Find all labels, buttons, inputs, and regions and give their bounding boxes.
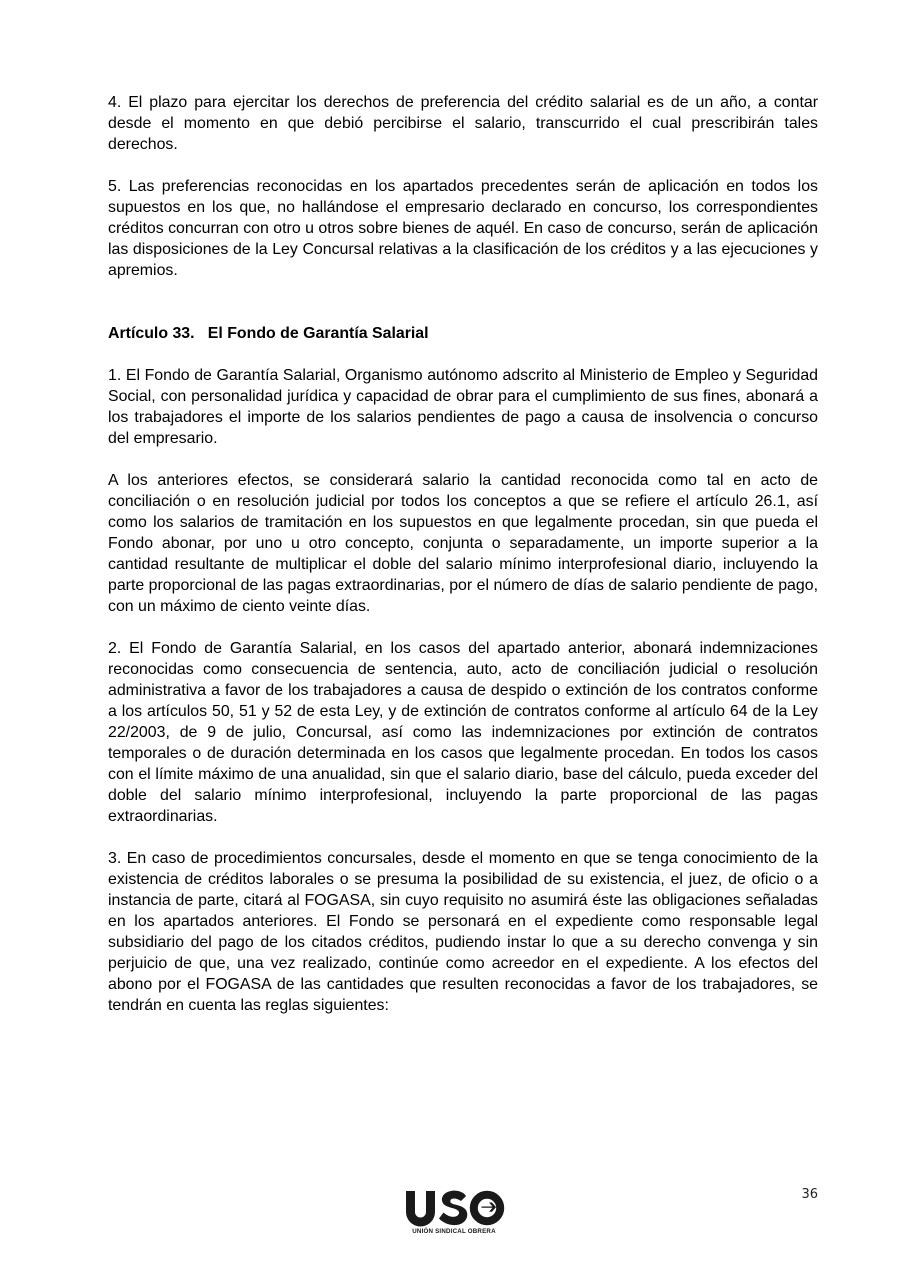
paragraph-spacer xyxy=(108,617,818,638)
article-paragraph-1: 1. El Fondo de Garantía Salarial, Organismo autónomo adscrito al Ministerio de Empleo y Seguridad Social, con personalidad jurídica y capacidad de obrar para el cumplimiento de sus fines, abonará a los trabajadores el importe de los salarios pendientes de pago a causa de insolvencia o concurso del empresario. xyxy=(108,367,818,447)
paragraph-4-plazo: 4. El plazo para ejercitar los derechos de preferencia del crédito salarial es de un año, a contar desde el momento en que debió percibirse el salario, transcurrido el cual prescribirán tales derechos. xyxy=(108,94,818,153)
section-spacer xyxy=(108,281,818,323)
article-paragraph-salario: A los anteriores efectos, se considerará salario la cantidad reconocida como tal en acto de conciliación o en resolución judicial por todos los conceptos a que se refiere el artículo 26.1, así como los salarios de tramitación en los supuestos en que legalmente procedan, sin que pueda el Fondo abonar, por uno u otro concepto, conjunta o separadamente, un importe superior a la cantidad resultante de multiplicar el doble del salario mínimo interprofesional diario, incluyendo la parte proporcional de las pagas extraordinarias, por el número de días de salario pendiente de pago, con un máximo de ciento veinte días. xyxy=(108,472,818,615)
page-number: 36 xyxy=(801,1187,818,1202)
article-heading: Artículo 33. El Fondo de Garantía Salarial xyxy=(108,325,429,342)
paragraph-spacer xyxy=(108,449,818,470)
document-body xyxy=(108,92,818,1016)
paragraph-5-preferencias: 5. Las preferencias reconocidas en los apartados precedentes serán de aplicación en todos los supuestos en los que, no hallándose el empresario declarado en concurso, los correspondientes créditos concurran con otro u otros sobre bienes de aquél. En caso de concurso, serán de aplicación las disposiciones de la Ley Concursal relativas a la clasificación de los créditos y a las ejecuciones y apremios. xyxy=(108,178,818,279)
article-paragraph-3: 3. En caso de procedimientos concursales, desde el momento en que se tenga conocimiento de la existencia de créditos laborales o se presuma la posibilidad de su existencia, el juez, de oficio o a instancia de parte, citará al FOGASA, sin cuyo requisito no asumirá éste las obligaciones señaladas en los apartados anteriores. El Fondo se personará en el expediente como responsable legal subsidiario del pago de los citados créditos, pudiendo instar lo que a su derecho convenga y sin perjuicio de que, una vez realizado, continúe como acreedor en el expediente. A los efectos del abono por el FOGASA de las cantidades que resulten reconocidas a favor de los trabajadores, se tendrán en cuenta las reglas siguientes: xyxy=(108,850,818,1014)
uso-logo-icon xyxy=(403,1188,505,1228)
paragraph-spacer xyxy=(108,827,818,848)
paragraph-spacer xyxy=(108,155,818,176)
article-paragraph-2: 2. El Fondo de Garantía Salarial, en los casos del apartado anterior, abonará indemnizaciones reconocidas como consecuencia de sentencia, auto, acto de conciliación judicial o resolución administrativa a favor de los trabajadores a causa de despido o extinción de los contratos conforme a los artículos 50, 51 y 52 de esta Ley, y de extinción de contratos conforme al artículo 64 de la Ley 22/2003, de 9 de julio, Concursal, así como las indemnizaciones por extinción de contratos temporales o de duración determinada en los casos que legalmente procedan. En todos los casos con el límite máximo de una anualidad, sin que el salario diario, base del cálculo, pueda exceder del doble del salario mínimo interprofesional, incluyendo la parte proporcional de las pagas extraordinarias. xyxy=(108,640,818,825)
uso-logo xyxy=(403,1188,505,1240)
paragraph-spacer xyxy=(108,344,818,365)
logo-tagline: UNIÓN SINDICAL OBRERA xyxy=(412,1228,496,1235)
